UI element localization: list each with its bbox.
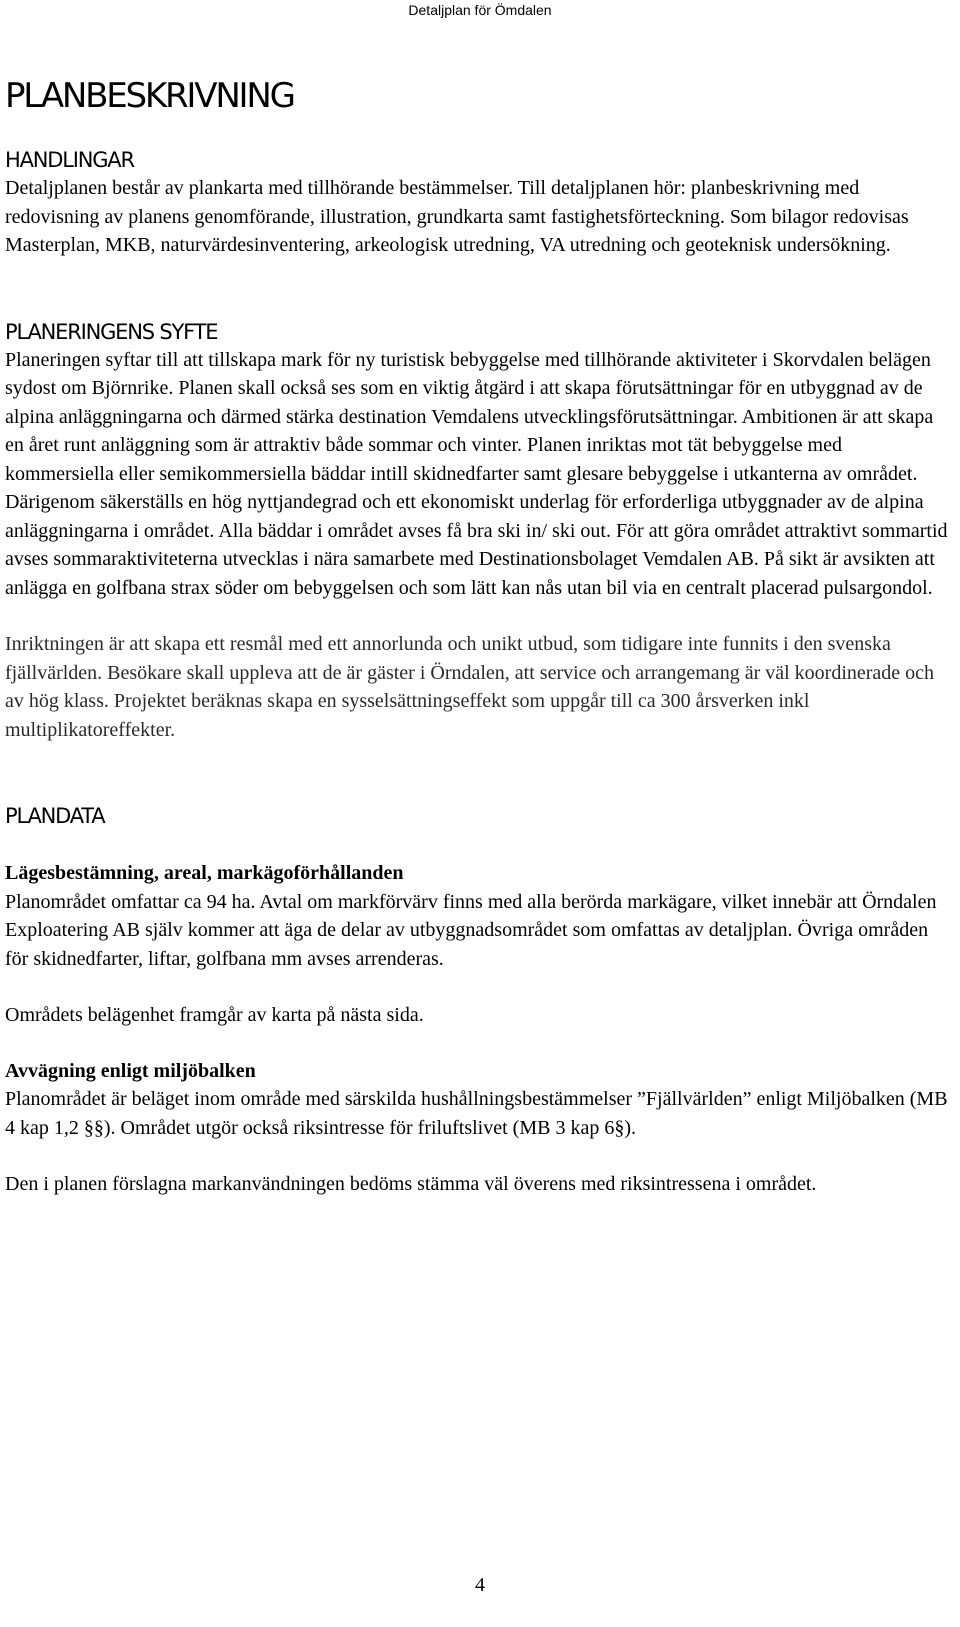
section-body-syfte-2: Inriktningen är att skapa ett resmål med ett annorlunda och unikt utbud, som tidigare inte funnits i den svenska fjällvärlden. Besökare skall uppleva att de är gäster i Örndalen, att service och arrangemang är väl koordinerade och av hög klass. Projektet beräknas skapa en sysselsättningseffekt som uppgår till ca 300 årsverken inkl multiplikatoreffekter. xyxy=(5,633,935,741)
page-content xyxy=(5,70,955,1199)
subsection-heading-lagesbestamning: Lägesbestämning, areal, markägoförhållanden xyxy=(5,862,404,884)
section-heading-plandata: PLANDATA xyxy=(5,804,105,828)
section-heading-syfte: PLANERINGENS SYFTE xyxy=(5,319,218,344)
subsection-heading-miljobalken: Avvägning enligt miljöbalken xyxy=(5,1059,256,1082)
subsection-body-lagesbestamning-2: Områdets belägenhet framgår av karta på nästa sida. xyxy=(5,1004,424,1026)
section-body-syfte: Planeringen syftar till att tillskapa mark för ny turistisk bebyggelse med tillhörande aktiviteter i Skorvdalen belägen sydost om Björnrike. Planen skall också ses som en viktig åtgärd i att skapa förutsättningar för en utbyggnad av de alpina anläggningarna och därmed stärka destination Vemdalens utvecklingsförutsättningar. Ambitionen är att skapa en året runt anläggning som är attraktiv både sommar och vinter. Planen inriktas mot tät bebyggelse med kommersiella eller semikommersiella bäddar intill skidnedfarter samt glesare bebyggelse i utkanterna av området. Därigenom säkerställs en hög nyttjandegrad och ett ekonomiskt underlag för erforderliga utbyggnader av de alpina anläggningarna i området. Alla bäddar i området avses få bra ski in/ ski out. För att göra området attraktivt sommartid avses sommaraktiviteterna utvecklas i nära samarbete med Destinationsbolaget Vemdalen AB. På sikt är avsikten att anlägga en golfbana strax söder om bebyggelsen och som lätt kan nås utan bil via en centralt placerad pulsargondol. xyxy=(5,348,948,599)
subsection-body-miljobalken: Planområdet är beläget inom område med särskilda hushållningsbestämmelser ”Fjällvärlden” enligt Miljöbalken (MB 4 kap 1,2 §§). Området utgör också riksintresse för friluftslivet (MB 3 kap 6§). xyxy=(5,1088,948,1139)
subsection-body-lagesbestamning: Planområdet omfattar ca 94 ha. Avtal om markförvärv finns med alla berörda markägare, vilket innebär att Örndalen Exploatering AB själv kommer att äga de delar av utbyggnadsområdet som omfattas av detaljplan. Övriga områden för skidnedfarter, liftar, golfbana mm avses arrenderas. xyxy=(5,890,937,970)
document-title: PLANBESKRIVNING xyxy=(5,76,294,116)
section-heading-handlingar: HANDLINGAR xyxy=(5,148,134,172)
subsection-body-miljobalken-2: Den i planen förslagna markanvändningen bedöms stämma väl överens med riksintressena i området. xyxy=(5,1173,817,1195)
page-number: 4 xyxy=(475,1574,485,1596)
running-header: Detaljplan för Ömdalen xyxy=(408,2,552,18)
section-body-handlingar: Detaljplanen består av plankarta med tillhörande bestämmelser. Till detaljplanen hör: planbeskrivning med redovisning av planens genomförande, illustration, grundkarta samt fastighetsförteckning. Som bilagor redovisas Masterplan, MKB, naturvärdesinventering, arkeologisk utredning, VA utredning och geoteknisk undersökning. xyxy=(5,177,909,256)
